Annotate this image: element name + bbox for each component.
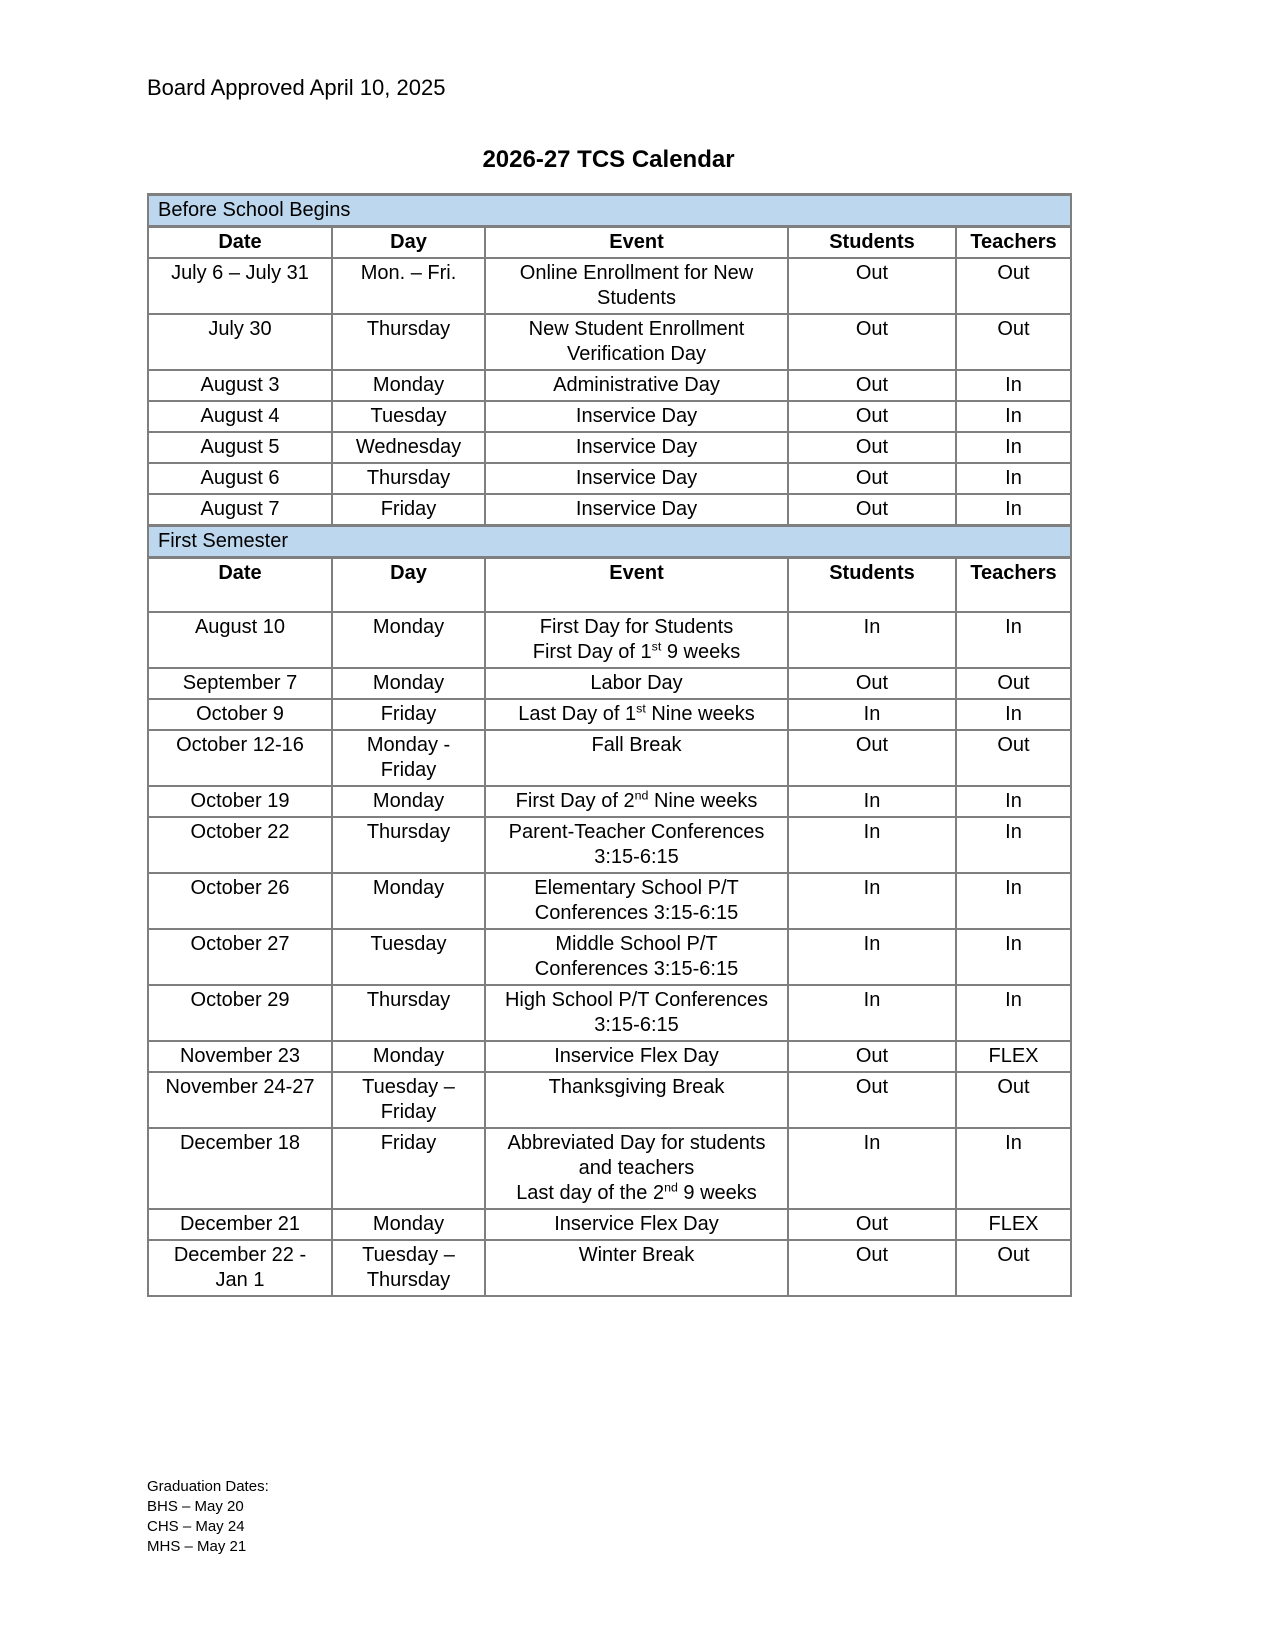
date-cell: October 9 — [148, 699, 332, 730]
date-cell: October 22 — [148, 817, 332, 873]
table-row — [148, 1240, 1071, 1296]
calendar-table-body — [148, 195, 1071, 1297]
date-cell: August 7 — [148, 494, 332, 526]
day-cell: Monday - Friday — [332, 730, 485, 786]
event-cell: Inservice Day — [485, 401, 788, 432]
table-row — [148, 873, 1071, 929]
table-row — [148, 817, 1071, 873]
graduation-date-chs: CHS – May 24 — [147, 1518, 245, 1535]
students-cell: Out — [788, 370, 956, 401]
day-cell: Monday — [332, 370, 485, 401]
graduation-date-bhs: BHS – May 20 — [147, 1498, 244, 1515]
column-header-date: Date — [148, 558, 332, 613]
event-cell: Middle School P/T Conferences 3:15-6:15 — [485, 929, 788, 985]
table-row — [148, 258, 1071, 314]
table-row — [148, 314, 1071, 370]
day-cell: Monday — [332, 786, 485, 817]
teachers-cell: In — [956, 370, 1071, 401]
table-row — [148, 929, 1071, 985]
graduation-dates-block — [147, 1477, 269, 1557]
students-cell: In — [788, 873, 956, 929]
students-cell: Out — [788, 1041, 956, 1072]
date-cell: November 23 — [148, 1041, 332, 1072]
table-row — [148, 1072, 1071, 1128]
column-header-teachers: Teachers — [956, 558, 1071, 613]
teachers-cell: In — [956, 873, 1071, 929]
column-header-date: Date — [148, 227, 332, 259]
students-cell: Out — [788, 494, 956, 526]
day-cell: Thursday — [332, 817, 485, 873]
table-row — [148, 401, 1071, 432]
event-cell: New Student Enrollment Verification Day — [485, 314, 788, 370]
day-cell: Tuesday – Thursday — [332, 1240, 485, 1296]
event-cell: Inservice Flex Day — [485, 1209, 788, 1240]
date-cell: December 22 - Jan 1 — [148, 1240, 332, 1296]
teachers-cell: Out — [956, 668, 1071, 699]
event-cell: Labor Day — [485, 668, 788, 699]
date-cell: August 4 — [148, 401, 332, 432]
table-row — [148, 1041, 1071, 1072]
teachers-cell: FLEX — [956, 1209, 1071, 1240]
date-cell: November 24-27 — [148, 1072, 332, 1128]
teachers-cell: In — [956, 432, 1071, 463]
table-row — [148, 494, 1071, 526]
event-cell: Fall Break — [485, 730, 788, 786]
teachers-cell: Out — [956, 730, 1071, 786]
column-header-event: Event — [485, 227, 788, 259]
day-cell: Wednesday — [332, 432, 485, 463]
students-cell: Out — [788, 730, 956, 786]
teachers-cell: In — [956, 817, 1071, 873]
teachers-cell: In — [956, 699, 1071, 730]
calendar-table — [147, 193, 1072, 1297]
day-cell: Mon. – Fri. — [332, 258, 485, 314]
event-cell: First Day of 2nd Nine weeks — [485, 786, 788, 817]
event-cell: Winter Break — [485, 1240, 788, 1296]
day-cell: Friday — [332, 494, 485, 526]
students-cell: Out — [788, 1240, 956, 1296]
day-cell: Tuesday — [332, 929, 485, 985]
students-cell: Out — [788, 401, 956, 432]
table-row — [148, 1209, 1071, 1240]
teachers-cell: In — [956, 1128, 1071, 1209]
date-cell: September 7 — [148, 668, 332, 699]
teachers-cell: In — [956, 401, 1071, 432]
event-cell: Elementary School P/T Conferences 3:15-6:15 — [485, 873, 788, 929]
day-cell: Tuesday — [332, 401, 485, 432]
students-cell: Out — [788, 668, 956, 699]
graduation-heading: Graduation Dates: — [147, 1478, 269, 1495]
students-cell: In — [788, 817, 956, 873]
date-cell: July 6 – July 31 — [148, 258, 332, 314]
students-cell: Out — [788, 1209, 956, 1240]
teachers-cell: In — [956, 929, 1071, 985]
event-cell: Inservice Day — [485, 432, 788, 463]
section-band: First Semester — [148, 526, 1071, 558]
table-row — [148, 668, 1071, 699]
day-cell: Monday — [332, 1041, 485, 1072]
date-cell: July 30 — [148, 314, 332, 370]
table-row — [148, 612, 1071, 668]
students-cell: In — [788, 929, 956, 985]
board-approved-text: Board Approved April 10, 2025 — [147, 75, 446, 100]
event-cell: Abbreviated Day for students and teachers Last day of the 2nd 9 weeks — [485, 1128, 788, 1209]
page-title: 2026-27 TCS Calendar — [482, 146, 735, 173]
teachers-cell: FLEX — [956, 1041, 1071, 1072]
teachers-cell: In — [956, 612, 1071, 668]
students-cell: In — [788, 1128, 956, 1209]
date-cell: August 10 — [148, 612, 332, 668]
day-cell: Thursday — [332, 985, 485, 1041]
date-cell: August 6 — [148, 463, 332, 494]
event-cell: Inservice Day — [485, 494, 788, 526]
students-cell: Out — [788, 314, 956, 370]
students-cell: In — [788, 699, 956, 730]
table-row — [148, 432, 1071, 463]
day-cell: Monday — [332, 1209, 485, 1240]
teachers-cell: In — [956, 463, 1071, 494]
event-cell: Last Day of 1st Nine weeks — [485, 699, 788, 730]
students-cell: In — [788, 786, 956, 817]
event-cell: High School P/T Conferences 3:15-6:15 — [485, 985, 788, 1041]
event-cell: Online Enrollment for New Students — [485, 258, 788, 314]
date-cell: August 3 — [148, 370, 332, 401]
day-cell: Friday — [332, 1128, 485, 1209]
students-cell: In — [788, 612, 956, 668]
students-cell: In — [788, 985, 956, 1041]
event-cell: Thanksgiving Break — [485, 1072, 788, 1128]
graduation-date-mhs: MHS – May 21 — [147, 1538, 247, 1555]
day-cell: Monday — [332, 612, 485, 668]
event-cell: Administrative Day — [485, 370, 788, 401]
teachers-cell: Out — [956, 1072, 1071, 1128]
teachers-cell: Out — [956, 1240, 1071, 1296]
students-cell: Out — [788, 432, 956, 463]
teachers-cell: In — [956, 985, 1071, 1041]
date-cell: October 29 — [148, 985, 332, 1041]
event-cell: First Day for Students First Day of 1st 9 weeks — [485, 612, 788, 668]
students-cell: Out — [788, 1072, 956, 1128]
event-cell: Parent-Teacher Conferences 3:15-6:15 — [485, 817, 788, 873]
date-cell: December 18 — [148, 1128, 332, 1209]
students-cell: Out — [788, 463, 956, 494]
column-header-students: Students — [788, 558, 956, 613]
teachers-cell: In — [956, 786, 1071, 817]
table-row — [148, 370, 1071, 401]
day-cell: Monday — [332, 668, 485, 699]
day-cell: Thursday — [332, 314, 485, 370]
teachers-cell: Out — [956, 314, 1071, 370]
day-cell: Thursday — [332, 463, 485, 494]
table-row — [148, 786, 1071, 817]
column-header-day: Day — [332, 227, 485, 259]
day-cell: Friday — [332, 699, 485, 730]
table-row — [148, 1128, 1071, 1209]
column-header-day: Day — [332, 558, 485, 613]
table-row — [148, 463, 1071, 494]
day-cell: Monday — [332, 873, 485, 929]
students-cell: Out — [788, 258, 956, 314]
section-band: Before School Begins — [148, 195, 1071, 227]
date-cell: December 21 — [148, 1209, 332, 1240]
teachers-cell: In — [956, 494, 1071, 526]
column-header-teachers: Teachers — [956, 227, 1071, 259]
date-cell: October 12-16 — [148, 730, 332, 786]
event-cell: Inservice Day — [485, 463, 788, 494]
event-cell: Inservice Flex Day — [485, 1041, 788, 1072]
day-cell: Tuesday – Friday — [332, 1072, 485, 1128]
column-header-event: Event — [485, 558, 788, 613]
teachers-cell: Out — [956, 258, 1071, 314]
date-cell: August 5 — [148, 432, 332, 463]
table-row — [148, 730, 1071, 786]
date-cell: October 19 — [148, 786, 332, 817]
date-cell: October 26 — [148, 873, 332, 929]
table-row — [148, 699, 1071, 730]
column-header-students: Students — [788, 227, 956, 259]
date-cell: October 27 — [148, 929, 332, 985]
table-row — [148, 985, 1071, 1041]
